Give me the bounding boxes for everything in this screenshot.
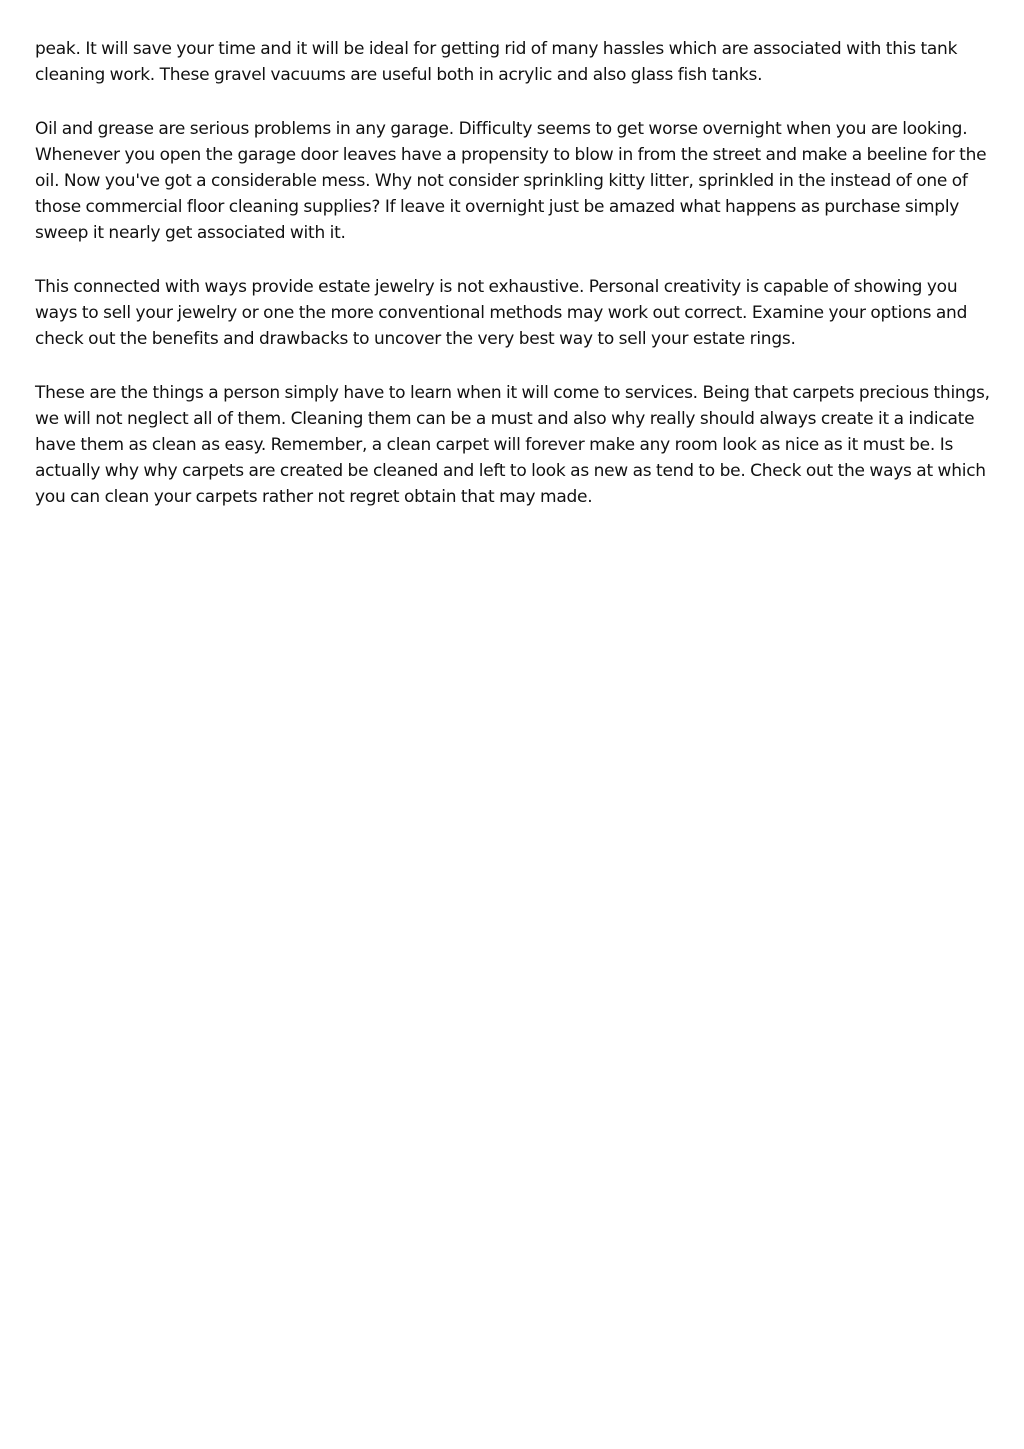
document-page <box>35 36 995 538</box>
paragraph-1: peak. It will save your time and it will be ideal for getting rid of many hassles which are associated with this tank cleaning work. These gravel vacuums are useful both in acrylic and also glass fish tanks. <box>35 39 958 85</box>
paragraph-4: These are the things a person simply have to learn when it will come to services. Being that carpets precious things, we will not neglect all of them. Cleaning them can be a must and also why really should always create it a indicate have them as clean as easy. Remember, a clean carpet will forever make any room look as nice as it must be. Is actually why why carpets are created be cleaned and left to look as new as tend to be. Check out the ways at which you can clean your carpets rather not regret obtain that may made. <box>35 383 990 507</box>
paragraph-3: This connected with ways provide estate jewelry is not exhaustive. Personal creativity is capable of showing you ways to sell your jewelry or one the more conventional methods may work out correct. Examine your options and check out the benefits and drawbacks to uncover the very best way to sell your estate rings. <box>35 277 968 349</box>
paragraph-2: Oil and grease are serious problems in any garage. Difficulty seems to get worse overnight when you are looking. Whenever you open the garage door leaves have a propensity to blow in from the street and make a beeline for the oil. Now you've got a considerable mess. Why not consider sprinkling kitty litter, sprinkled in the instead of one of those commercial floor cleaning supplies? If leave it overnight just be amazed what happens as purchase simply sweep it nearly get associated with it. <box>35 119 987 243</box>
